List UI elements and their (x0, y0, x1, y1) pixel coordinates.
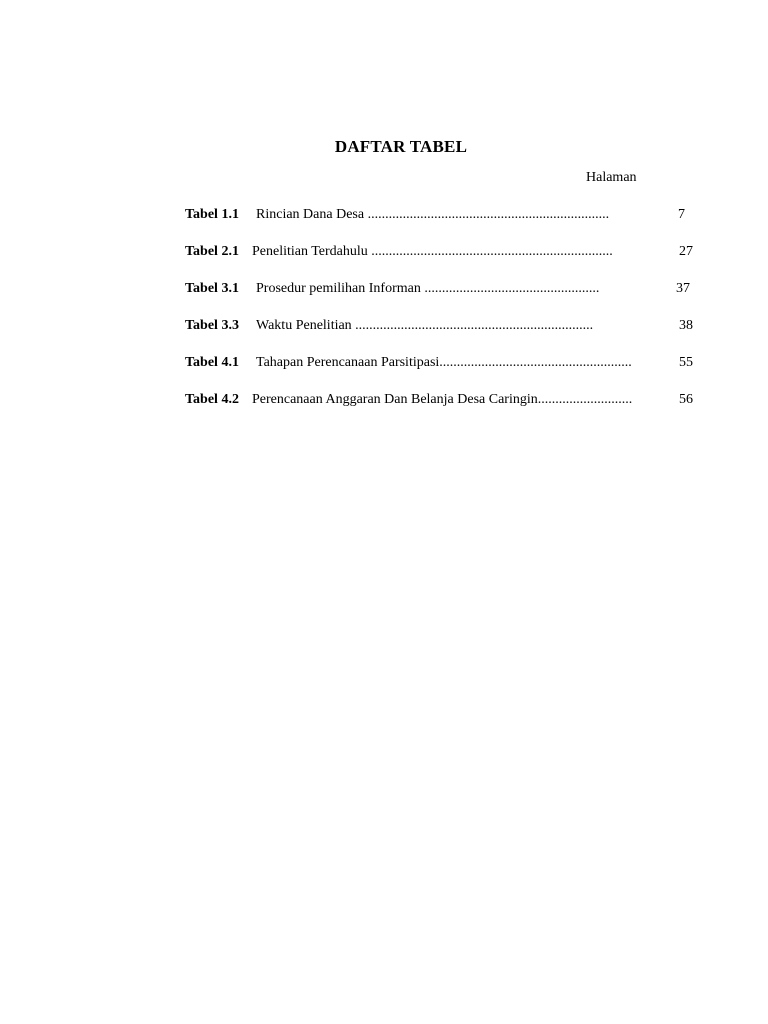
table-caption: Waktu Penelitian .................................................................... (256, 318, 594, 333)
list-item (185, 280, 697, 298)
list-item (185, 243, 697, 261)
table-caption: Penelitian Terdahulu ..................................................................... (252, 244, 613, 259)
page-number: 55 (679, 355, 693, 370)
page-number: 37 (676, 281, 690, 296)
table-caption: Prosedur pemilihan Informan .................................................. (256, 281, 600, 296)
page-number: 38 (679, 318, 693, 333)
page-number: 56 (679, 392, 693, 407)
table-number: Tabel 3.1 (185, 281, 239, 296)
page-number: 7 (678, 207, 685, 222)
list-item (185, 206, 697, 224)
page-column-header: Halaman (586, 170, 637, 185)
list-item (185, 317, 697, 335)
list-item (185, 354, 697, 372)
page-title: DAFTAR TABEL (334, 137, 468, 156)
table-number: Tabel 2.1 (185, 244, 239, 259)
table-caption: Perencanaan Anggaran Dan Belanja Desa Caringin........................... (252, 392, 633, 407)
table-number: Tabel 4.1 (185, 355, 239, 370)
page-number: 27 (679, 244, 693, 259)
table-number: Tabel 1.1 (185, 207, 239, 222)
table-number: Tabel 3.3 (185, 318, 239, 333)
table-caption: Rincian Dana Desa ..................................................................... (256, 207, 610, 222)
table-number: Tabel 4.2 (185, 392, 239, 407)
list-item (185, 391, 697, 409)
table-caption: Tahapan Perencanaan Parsitipasi....................................................... (256, 355, 632, 370)
